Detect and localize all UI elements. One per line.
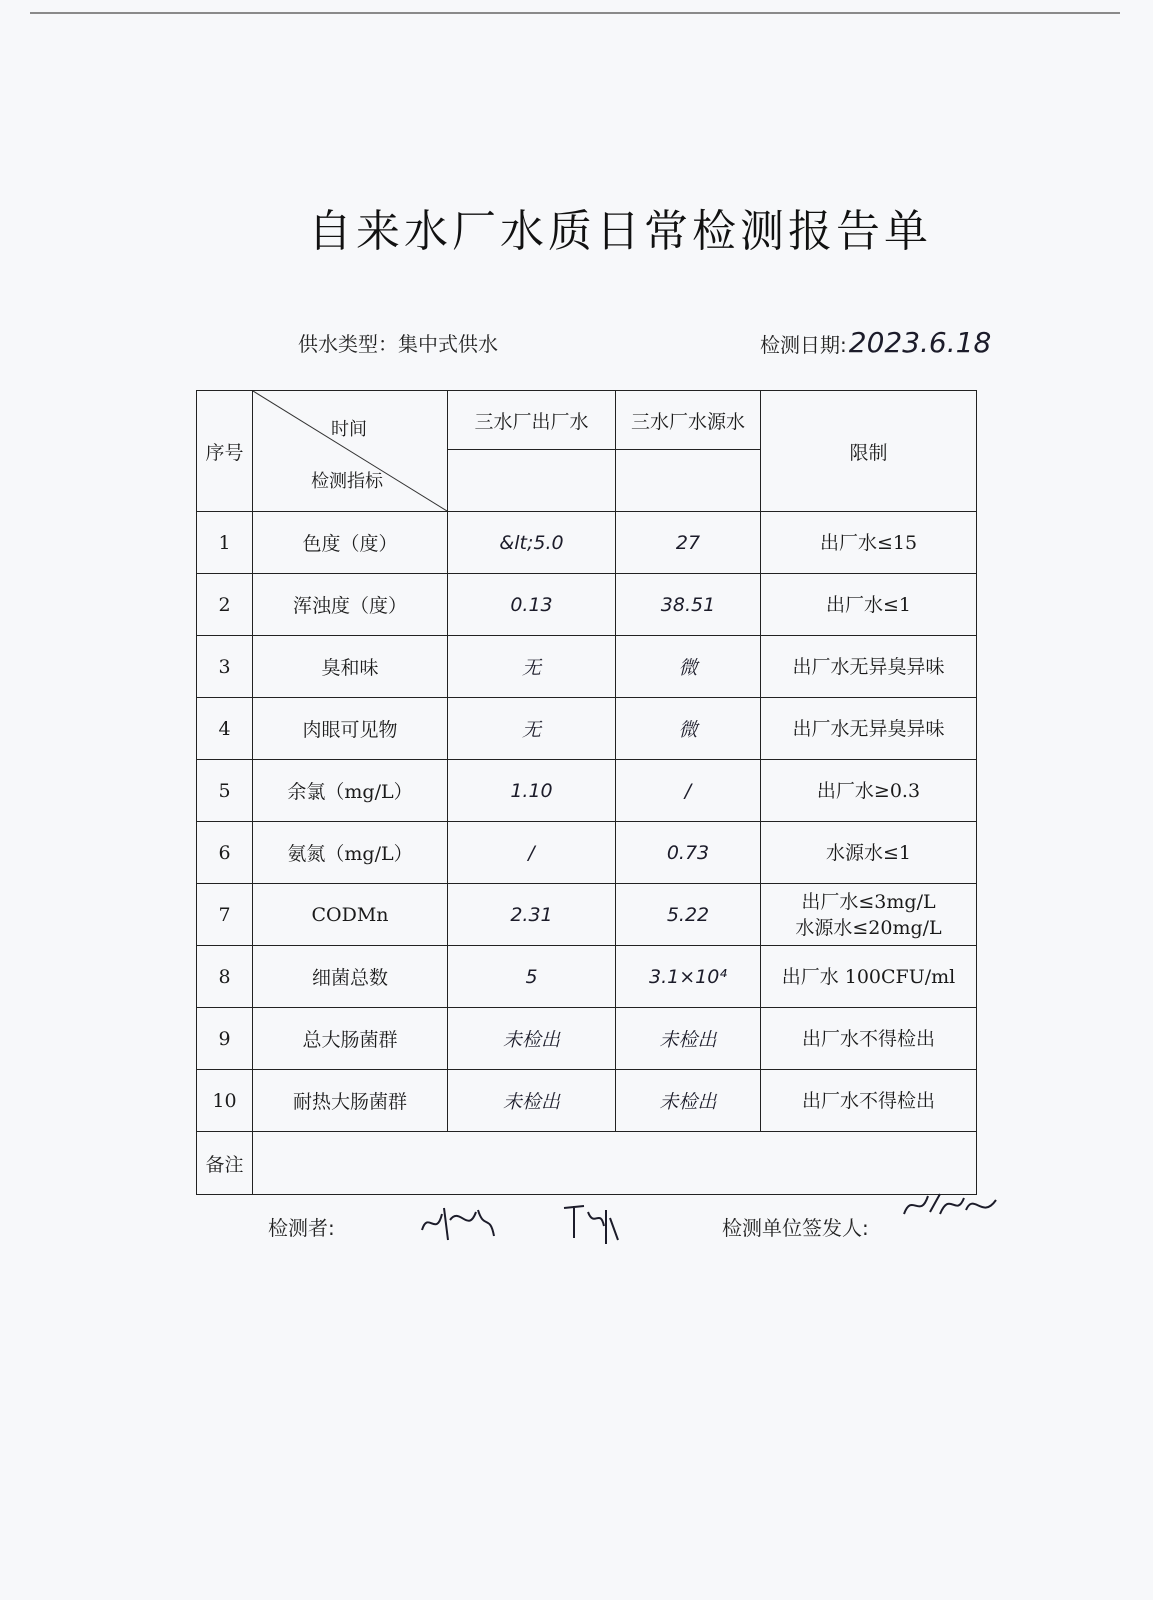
row-outlet-value: / <box>448 822 616 884</box>
row-outlet-value: 未检出 <box>448 1070 616 1132</box>
header-seq: 序号 <box>197 391 253 512</box>
remark-row <box>197 1132 977 1195</box>
row-limit <box>761 884 977 946</box>
table-row <box>197 698 977 760</box>
row-seq: 7 <box>197 884 253 946</box>
row-indicator: 色度（度） <box>253 512 448 574</box>
row-limit: 出厂水无异臭异味 <box>761 698 977 760</box>
header-source-time <box>616 450 761 512</box>
row-source-value: 微 <box>616 636 761 698</box>
header-outlet-time <box>448 450 616 512</box>
row-indicator: 余氯（mg/L） <box>253 760 448 822</box>
row-source-value: 未检出 <box>616 1008 761 1070</box>
page-title: 自来水厂水质日常检测报告单 <box>308 206 932 257</box>
test-date-label: 检测日期: <box>760 333 847 357</box>
row-outlet-value: 5 <box>448 946 616 1008</box>
signer-label: 检测单位签发人: <box>722 1216 869 1240</box>
row-seq: 4 <box>197 698 253 760</box>
row-outlet-value: &lt;5.0 <box>448 512 616 574</box>
tester-signature-2 <box>560 1198 620 1248</box>
tester-label: 检测者: <box>268 1216 335 1240</box>
row-indicator: 肉眼可见物 <box>253 698 448 760</box>
row-indicator: 总大肠菌群 <box>253 1008 448 1070</box>
row-source-value: 未检出 <box>616 1070 761 1132</box>
table-row <box>197 946 977 1008</box>
tester-signature-1 <box>418 1200 498 1246</box>
row-seq: 3 <box>197 636 253 698</box>
header-indicator-label: 检测指标 <box>311 471 383 492</box>
table-row <box>197 1070 977 1132</box>
table-row <box>197 512 977 574</box>
table-row <box>197 760 977 822</box>
supply-type-label: 供水类型： <box>298 332 398 356</box>
row-seq: 8 <box>197 946 253 1008</box>
row-indicator: 浑浊度（度） <box>253 574 448 636</box>
row-seq: 5 <box>197 760 253 822</box>
header-limit: 限制 <box>761 391 977 512</box>
table-row <box>197 822 977 884</box>
row-source-value: 微 <box>616 698 761 760</box>
row-limit: 出厂水≤15 <box>761 512 977 574</box>
row-indicator: 氨氮（mg/L） <box>253 822 448 884</box>
row-limit: 出厂水不得检出 <box>761 1070 977 1132</box>
row-limit: 出厂水 100CFU/ml <box>761 946 977 1008</box>
signer-signature <box>900 1184 1000 1228</box>
header-source-water: 三水厂水源水 <box>616 391 761 450</box>
row-source-value: 5.22 <box>616 884 761 946</box>
row-outlet-value: 1.10 <box>448 760 616 822</box>
row-outlet-value: 无 <box>448 636 616 698</box>
row-source-value: / <box>616 760 761 822</box>
results-table <box>196 390 977 1195</box>
supply-type-value: 集中式供水 <box>398 332 498 356</box>
table-row <box>197 884 977 946</box>
row-limit-line-2: 水源水≤20mg/L <box>795 916 942 939</box>
row-seq: 9 <box>197 1008 253 1070</box>
row-limit: 出厂水≥0.3 <box>761 760 977 822</box>
row-source-value: 27 <box>616 512 761 574</box>
remark-value <box>253 1132 977 1195</box>
row-seq: 2 <box>197 574 253 636</box>
remark-label: 备注 <box>197 1132 253 1195</box>
row-indicator: 耐热大肠菌群 <box>253 1070 448 1132</box>
row-limit-line-1: 出厂水≤3mg/L <box>801 890 936 913</box>
row-limit: 出厂水≤1 <box>761 574 977 636</box>
header-row <box>197 391 977 450</box>
header-time-label: 时间 <box>331 419 367 440</box>
row-indicator: 细菌总数 <box>253 946 448 1008</box>
table-row <box>197 1008 977 1070</box>
top-rule <box>30 12 1120 14</box>
header-diagonal-cell <box>253 391 448 512</box>
row-outlet-value: 无 <box>448 698 616 760</box>
row-limit: 水源水≤1 <box>761 822 977 884</box>
table-row <box>197 574 977 636</box>
row-outlet-value: 0.13 <box>448 574 616 636</box>
row-seq: 1 <box>197 512 253 574</box>
row-indicator: 臭和味 <box>253 636 448 698</box>
row-outlet-value: 未检出 <box>448 1008 616 1070</box>
header-outlet-water: 三水厂出厂水 <box>448 391 616 450</box>
row-source-value: 0.73 <box>616 822 761 884</box>
test-date-value: 2023.6.18 <box>848 326 992 359</box>
row-source-value: 38.51 <box>616 574 761 636</box>
row-limit: 出厂水不得检出 <box>761 1008 977 1070</box>
row-seq: 10 <box>197 1070 253 1132</box>
row-limit: 出厂水无异臭异味 <box>761 636 977 698</box>
row-seq: 6 <box>197 822 253 884</box>
row-source-value: 3.1×10⁴ <box>616 946 761 1008</box>
row-outlet-value: 2.31 <box>448 884 616 946</box>
test-date <box>760 326 991 359</box>
row-indicator: CODMn <box>253 884 448 946</box>
table-row <box>197 636 977 698</box>
supply-type <box>298 328 498 357</box>
diagonal-line <box>253 391 447 511</box>
